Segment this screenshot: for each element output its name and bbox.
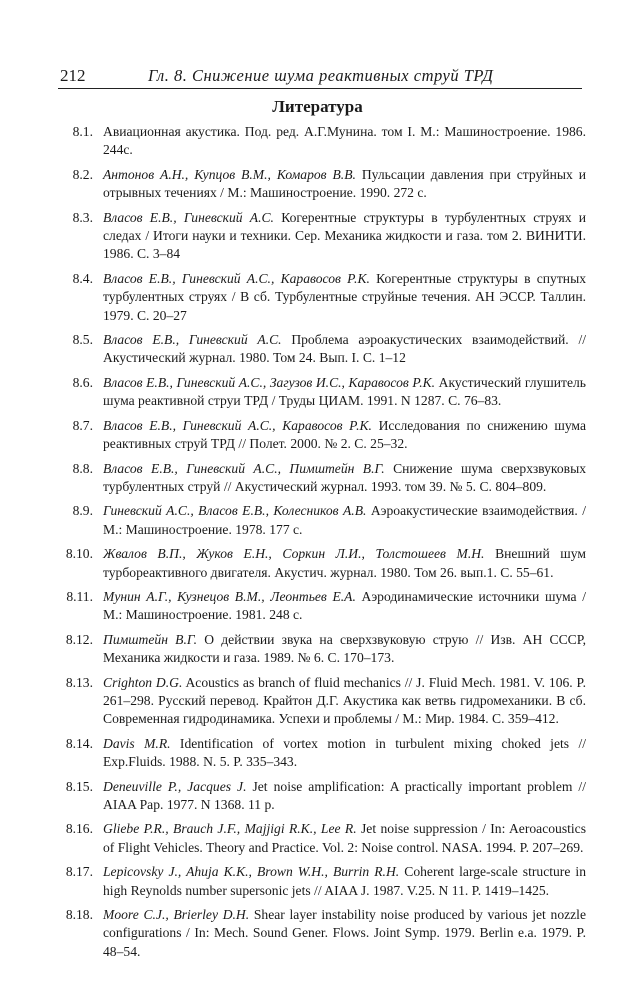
reference-item <box>58 735 586 772</box>
reference-number: 8.10. <box>65 546 93 562</box>
reference-item <box>58 270 586 325</box>
reference-authors: Gliebe P.R., Brauch J.F., Majjigi R.K., Lee R. <box>103 821 357 837</box>
reference-text: Identification of vortex motion in turbulent mixing choked jets // Exp.Fluids. 1988. N. 5. P. 335–343. <box>103 735 586 770</box>
reference-number: 8.3. <box>72 209 93 225</box>
reference-item <box>58 863 586 900</box>
reference-authors: Антонов А.Н., Купцов В.М., Комаров В.В. <box>103 166 356 182</box>
reference-authors: Власов Е.В., Гиневский А.С., Каравосов Р.К. <box>103 270 370 286</box>
reference-text: Jet noise suppression / In: Aeroacoustics of Flight Vehicles. Theory and Practice. Vol. 2: Noise control. NASA. 1994. P. 207–269. <box>103 821 586 855</box>
reference-text: Когерентные структуры в спутных турбулентных струях / В сб. Турбулентные струйные течения. АН ЭССР. Таллин. 1979. С. 20–27 <box>103 270 586 323</box>
reference-number: 8.1. <box>72 124 93 139</box>
reference-number: 8.15. <box>65 778 93 794</box>
reference-item <box>58 417 586 454</box>
reference-item <box>58 374 586 411</box>
section-title: Литература <box>272 97 363 116</box>
reference-item <box>58 820 586 857</box>
reference-item <box>58 674 586 729</box>
reference-body <box>103 270 586 325</box>
reference-body <box>103 906 586 961</box>
chapter-title: Гл. 8. Снижение шума реактивных струй ТРД <box>148 66 494 85</box>
reference-item <box>58 166 586 203</box>
reference-number: 8.13. <box>65 674 93 690</box>
reference-body <box>103 778 586 815</box>
reference-text: Acoustics as branch of fluid mechanics // J. Fluid Mech. 1981. V. 106. P. 261–298. Русский перевод. Крайтон Д.Г. Акустика как ветвь гидромеханики. В сб. Современная гидродинамика. Успехи и проблемы / М.: Мир. 1984. С. 359–412. <box>103 674 586 727</box>
reference-body <box>103 631 586 668</box>
reference-text: Shear layer instability noise produced by various jet nozzle configurations / In: Mech. Sound Gener. Flows. Joint Symp. 1979. Berlin e.a. 1979. P. 48–54. <box>103 907 586 959</box>
reference-number: 8.7. <box>72 417 93 433</box>
reference-authors: Власов Е.В., Гиневский А.С., Загузов И.С., Каравосов Р.К. <box>103 374 436 390</box>
reference-body <box>103 674 586 729</box>
page-number: 212 <box>60 66 86 85</box>
reference-authors: Мунин А.Г., Кузнецов В.М., Леонтьев Е.А. <box>103 588 356 604</box>
reference-number: 8.9. <box>72 503 93 519</box>
reference-text: Пульсации давления при струйных и отрывных течениях / М.: Машиностроение. 1990. 272 с. <box>103 166 586 201</box>
reference-number: 8.4. <box>72 270 93 286</box>
reference-body <box>103 209 586 264</box>
reference-number: 8.12. <box>65 631 93 647</box>
reference-body <box>103 331 586 368</box>
reference-body <box>103 735 586 772</box>
reference-number: 8.17. <box>65 864 93 880</box>
reference-item <box>58 331 586 368</box>
reference-text: Исследования по снижению шума реактивных струй ТРД // Полет. 2000. № 2. С. 25–32. <box>103 417 586 452</box>
reference-text: Coherent large-scale structure in high Reynolds number supersonic jets // AIAA J. 1987. V.25. N 11. P. 1419–1425. <box>103 864 586 898</box>
reference-number: 8.6. <box>72 374 93 390</box>
reference-text: Проблема аэроакустических взаимодействий. // Акустический журнал. 1980. Том 24. Вып. I. С. 1–12 <box>103 332 586 366</box>
reference-text: Авиационная акустика. Под. ред. А.Г.Мунина. том I. М.: Машиностроение. 1986. 244с. <box>103 124 586 158</box>
reference-body <box>103 166 586 203</box>
reference-number: 8.2. <box>72 166 93 182</box>
reference-body <box>103 863 586 900</box>
reference-authors: Власов Е.В., Гиневский А.С. <box>103 209 274 225</box>
reference-body <box>103 417 586 454</box>
reference-body <box>103 460 586 497</box>
reference-number: 8.14. <box>65 735 93 751</box>
reference-body <box>103 545 586 582</box>
reference-number: 8.5. <box>72 332 93 348</box>
reference-item <box>58 460 586 497</box>
reference-text: Акустический глушитель шума реактивной струи ТРД / Труды ЦИАМ. 1991. N 1287. С. 76–83. <box>103 374 586 409</box>
reference-number: 8.16. <box>65 821 93 837</box>
reference-item <box>58 631 586 668</box>
reference-text: О действии звука на сверхзвуковую струю // Изв. АН СССР, Механика жидкости и газа. 1989. № 6. С. 170–173. <box>103 631 586 666</box>
reference-body <box>103 588 586 625</box>
reference-number: 8.8. <box>72 460 93 476</box>
reference-text: Аэродинамические источники шума / М.: Машиностроение. 1981. 248 с. <box>103 588 586 623</box>
reference-item <box>58 123 586 160</box>
reference-list <box>58 123 586 967</box>
reference-item <box>58 778 586 815</box>
reference-authors: Власов Е.В., Гиневский А.С., Каравосов Р.К. <box>103 417 372 433</box>
reference-body <box>103 123 586 160</box>
reference-authors: Гиневский А.С., Власов Е.В., Колесников А.В. <box>103 503 367 519</box>
reference-text: Когерентные структуры в турбулентных струях и следах / Итоги науки и техники. Сер. Механика жидкости и газа. том 2. ВИНИТИ. 1986. С. 3–84 <box>103 209 586 262</box>
reference-item <box>58 545 586 582</box>
reference-text: Внешний шум турбореактивного двигателя. Акустич. журнал. 1980. Том 26. вып.1. С. 55–61. <box>103 546 586 580</box>
reference-authors: Crighton D.G. <box>103 674 183 690</box>
reference-body <box>103 374 586 411</box>
reference-authors: Власов Е.В., Гиневский А.С., Пимштейн В.Г. <box>103 460 385 476</box>
reference-authors: Deneuville P., Jacques J. <box>103 778 247 794</box>
reference-number: 8.11. <box>66 588 93 604</box>
reference-authors: Davis M.R. <box>103 735 171 751</box>
reference-authors: Lepicovsky J., Ahuja K.K., Brown W.H., Burrin R.H. <box>103 864 400 880</box>
reference-text: Jet noise amplification: A practically important problem // AIAA Pap. 1977. N 1368. 11 p. <box>103 778 586 812</box>
running-head <box>58 66 582 89</box>
reference-text: Аэроакустические взаимодействия. / М.: Машиностроение. 1978. 177 с. <box>103 503 586 537</box>
reference-item <box>58 502 586 539</box>
reference-item <box>58 209 586 264</box>
reference-number: 8.18. <box>65 907 93 923</box>
reference-authors: Moore C.J., Brierley D.H. <box>103 907 250 923</box>
reference-authors: Жвалов В.П., Жуков Е.Н., Соркин Л.И., Толстошеев М.Н. <box>103 546 485 562</box>
reference-item <box>58 588 586 625</box>
reference-item <box>58 906 586 961</box>
reference-body <box>103 820 586 857</box>
reference-authors: Пимштейн В.Г. <box>103 631 197 647</box>
reference-body <box>103 502 586 539</box>
reference-text: Снижение шума сверхзвуковых турбулентных струй // Акустический журнал. 1993. том 39. № 5. С. 804–809. <box>103 460 586 494</box>
reference-authors: Власов Е.В., Гиневский А.С. <box>103 332 282 348</box>
